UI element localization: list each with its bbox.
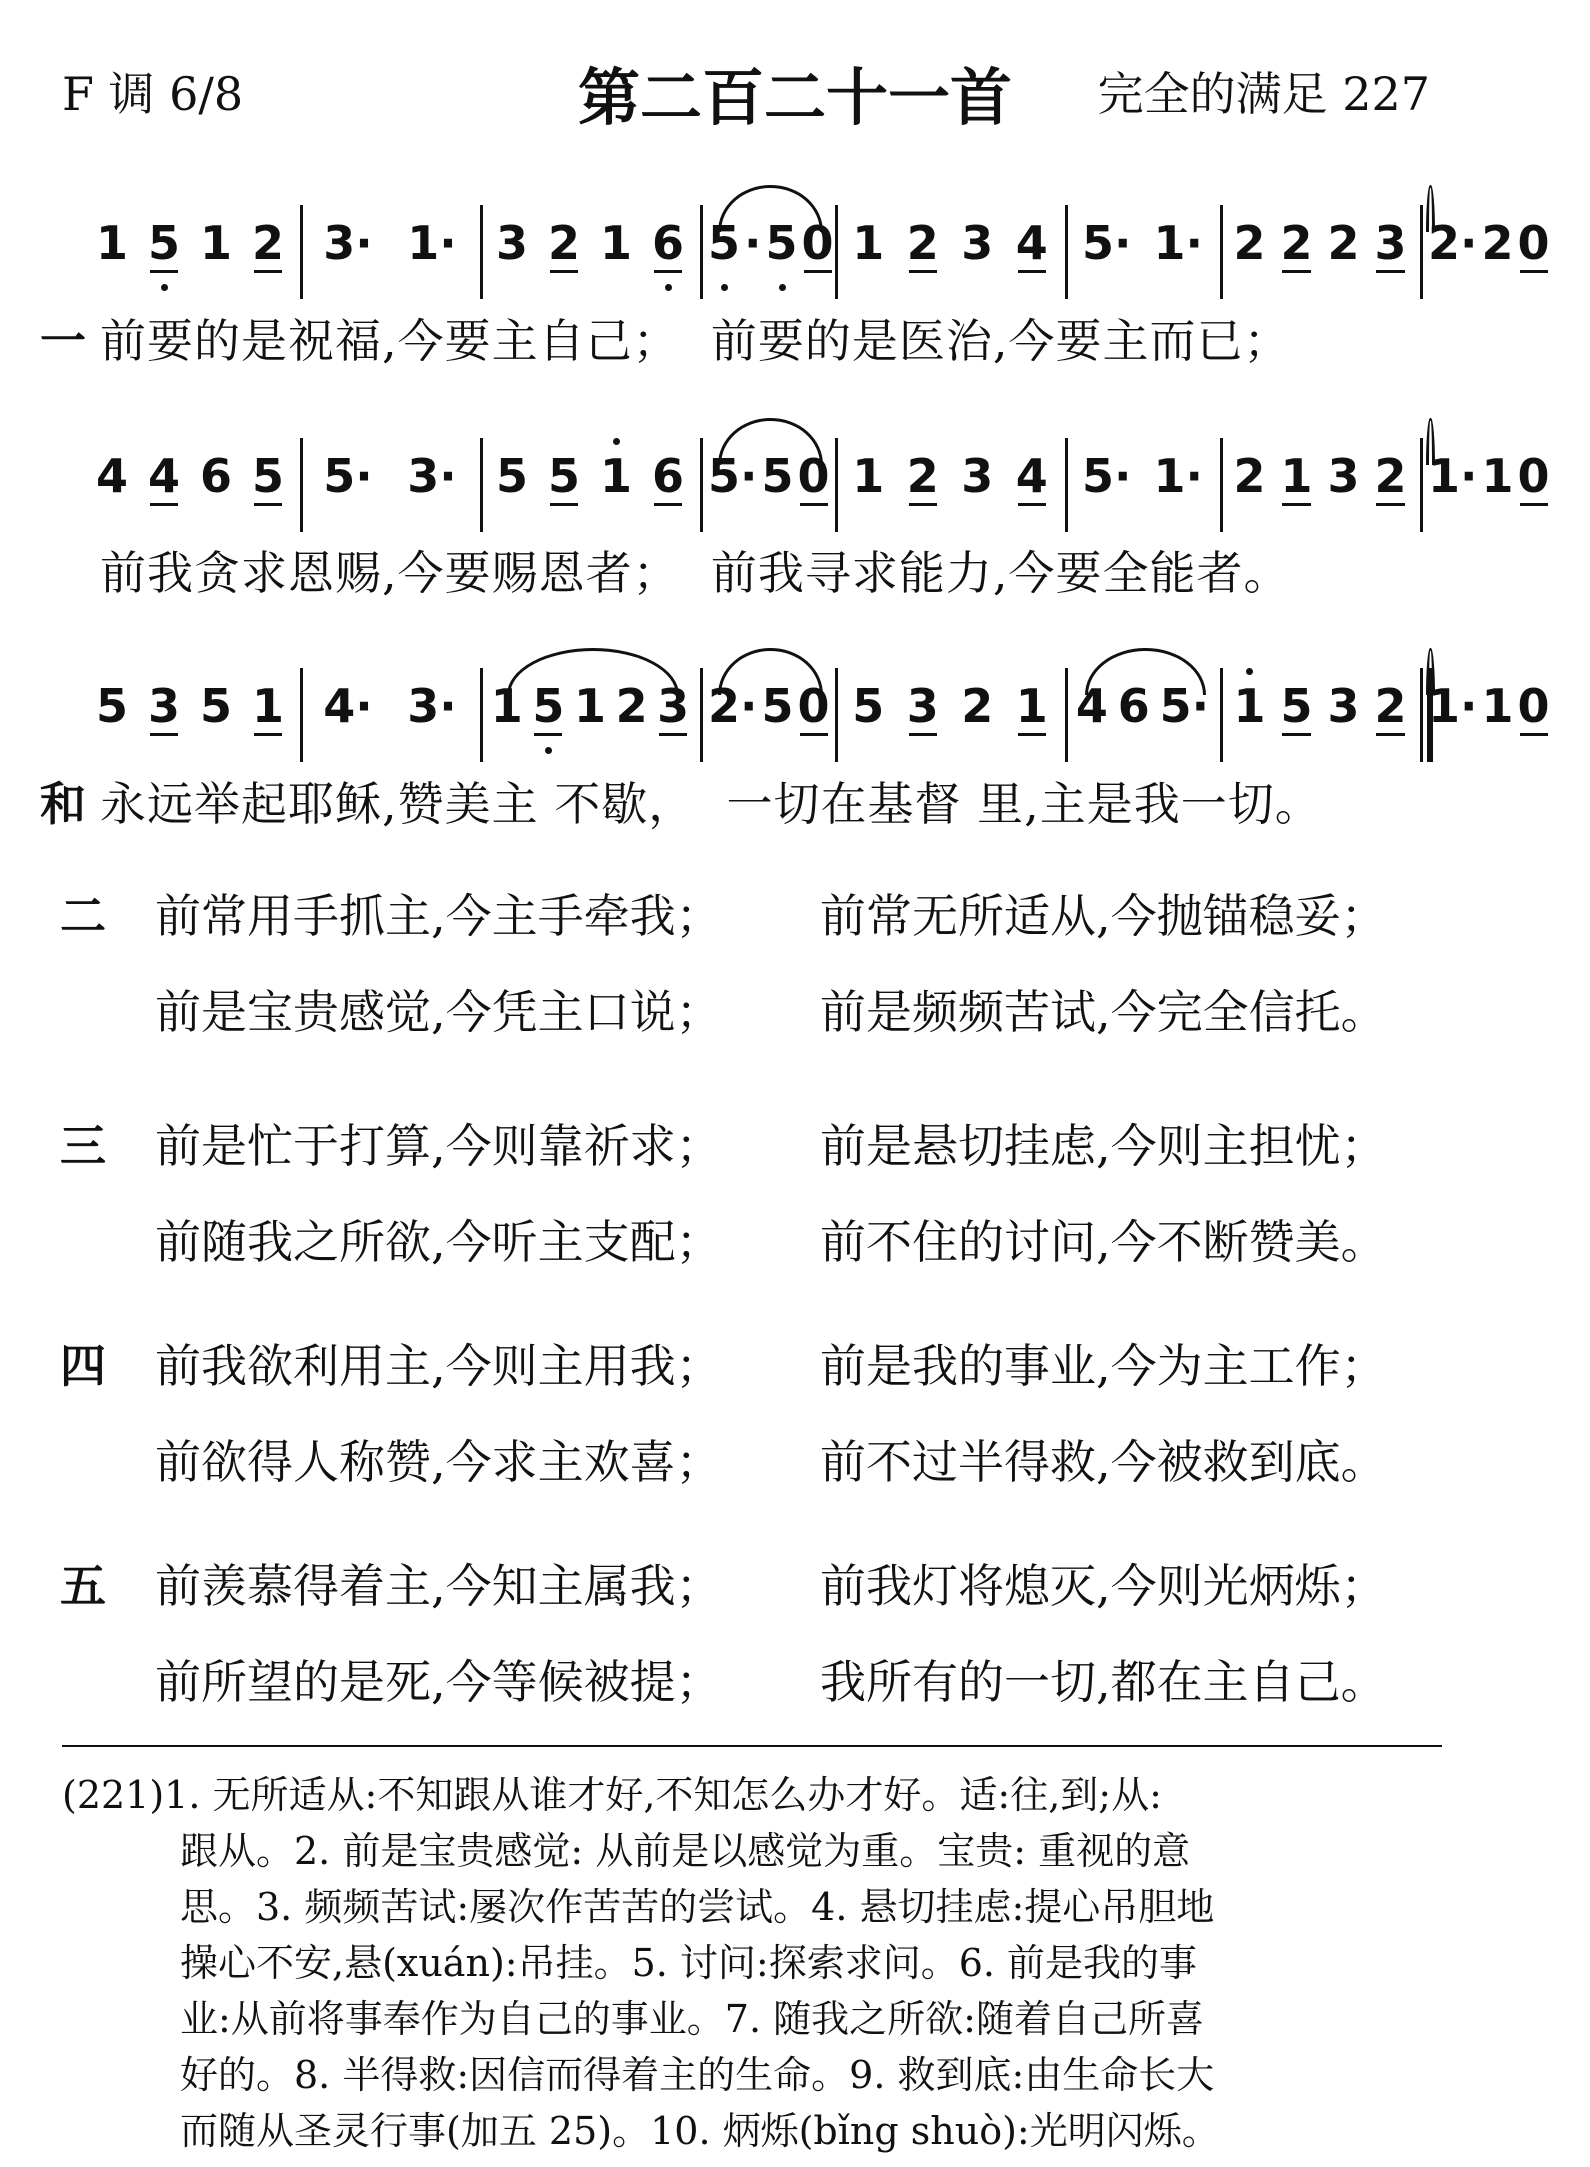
- note: 5: [532, 679, 565, 733]
- note: 3·: [407, 449, 457, 503]
- note: 5: [147, 216, 180, 270]
- note: 2: [1374, 679, 1407, 733]
- measure: [86, 217, 294, 287]
- measure: [841, 450, 1059, 520]
- note: 2: [961, 679, 994, 733]
- verse-line: 前常用手抓主,今主手牵我；: [155, 889, 722, 943]
- footnote-line: 跟从。2. 前是宝贵感觉: 从前是以感觉为重。宝贵: 重视的意: [180, 1829, 1191, 1873]
- note: 1: [199, 216, 232, 270]
- measure: [1426, 449, 1550, 520]
- lyrics-line: 前要的是祝福,今要主自己； 前要的是医治,今要主而已；: [100, 314, 1291, 368]
- note: 4: [147, 449, 180, 503]
- barline: [700, 438, 703, 532]
- measure: [306, 450, 474, 520]
- verse-line: 我所有的一切,都在主自己。: [820, 1655, 1387, 1709]
- note: 2: [906, 216, 939, 270]
- note: 5: [495, 449, 528, 503]
- page-title: 第二百二十一首: [577, 61, 1012, 134]
- note: 1: [1481, 449, 1514, 503]
- note: 3: [961, 216, 994, 270]
- note: 2: [1280, 216, 1313, 270]
- barline: [1220, 668, 1223, 762]
- note: 1·: [407, 216, 457, 270]
- barline: [480, 205, 483, 299]
- barline: [300, 668, 303, 762]
- footnote-line: (221)1. 无所适从:不知跟从谁才好,不知怎么办才好。适:往,到;从:: [62, 1773, 1162, 1817]
- note: 5: [547, 449, 580, 503]
- note: 0: [797, 449, 830, 503]
- verse-line: 前随我之所欲,今听主支配；: [155, 1215, 722, 1269]
- note: 4·: [323, 679, 373, 733]
- barline: [1220, 438, 1223, 532]
- measure: [1071, 450, 1214, 520]
- note: 5: [852, 679, 885, 733]
- measure: [841, 217, 1059, 287]
- note: 5: [761, 679, 794, 733]
- barline: [480, 668, 483, 762]
- barline: [700, 205, 703, 299]
- note: 2·: [708, 679, 758, 733]
- measure: [1226, 217, 1414, 287]
- note: 3: [906, 679, 939, 733]
- note: 1: [852, 216, 885, 270]
- staff: [80, 438, 1550, 538]
- note: 2: [1481, 216, 1514, 270]
- measure: [706, 216, 834, 287]
- note: 3: [495, 216, 528, 270]
- verse-line: 前欲得人称赞,今求主欢喜；: [155, 1435, 722, 1489]
- note: 3: [147, 679, 180, 733]
- barline: [1420, 438, 1423, 532]
- note: 5·: [708, 449, 758, 503]
- note: 5·: [1082, 449, 1132, 503]
- note: 1: [251, 679, 284, 733]
- verse-label: 和: [40, 777, 86, 831]
- note: 3: [657, 679, 690, 733]
- verse-line: 前所望的是死,今等候被提；: [155, 1655, 722, 1709]
- barline: [1065, 205, 1068, 299]
- note: 2: [1374, 449, 1407, 503]
- measure: [706, 450, 829, 520]
- verse-line: 前是频频苦试,今完全信托。: [820, 985, 1387, 1039]
- note: 3: [961, 449, 994, 503]
- key-signature: F 调 6/8: [62, 67, 244, 121]
- barline: [1220, 205, 1223, 299]
- verse-line: 前是忙于打算,今则靠祈求；: [155, 1119, 722, 1173]
- note: 4: [95, 449, 128, 503]
- barline: [1065, 438, 1068, 532]
- note: 1: [1481, 679, 1514, 733]
- lyrics-line: 永远举起耶稣,赞美主 不歇， 一切在基督 里,主是我一切。: [100, 777, 1322, 831]
- note: 5: [1280, 679, 1313, 733]
- lyrics-line: 前我贪求恩赐,今要赐恩者； 前我寻求能力,今要全能者。: [100, 546, 1291, 600]
- barline: [835, 438, 838, 532]
- note: 2: [615, 679, 648, 733]
- note: 1: [573, 679, 606, 733]
- note: 5: [708, 216, 741, 270]
- footnote-line: 思。3. 频频苦试:屡次作苦苦的尝试。4. 悬切挂虑:提心吊胆地: [180, 1885, 1215, 1929]
- measure: [1226, 450, 1414, 520]
- note: 3·: [323, 216, 373, 270]
- note: 1: [1015, 679, 1048, 733]
- measure: [841, 680, 1059, 750]
- note: 1: [1280, 449, 1313, 503]
- measure: [486, 680, 694, 750]
- verse-line: 前是悬切挂虑,今则主担忧；: [820, 1119, 1387, 1173]
- note: 3: [1374, 216, 1407, 270]
- barline: [835, 668, 838, 762]
- staff: [80, 668, 1550, 768]
- note: 1·: [1153, 449, 1203, 503]
- measure: [486, 217, 694, 287]
- measure: [86, 680, 294, 750]
- barline: [700, 668, 703, 762]
- note: 6: [651, 449, 684, 503]
- barline: [1420, 205, 1423, 299]
- verse-line: 前常无所适从,今抛锚稳妥；: [820, 889, 1387, 943]
- note: 3·: [407, 679, 457, 733]
- note: 4: [1015, 449, 1048, 503]
- note: 1·: [1428, 449, 1478, 503]
- footnote-line: 操心不安,悬(xuán):吊挂。5. 讨问:探索求问。6. 前是我的事: [180, 1941, 1198, 1985]
- note: 4: [1075, 679, 1108, 733]
- verse-line: 前是宝贵感觉,今凭主口说；: [155, 985, 722, 1039]
- verse-label: 三: [60, 1119, 106, 1173]
- verse-line: 前不过半得救,今被救到底。: [820, 1435, 1387, 1489]
- verse-label: 五: [60, 1559, 106, 1613]
- note: 1: [490, 679, 523, 733]
- hymn-name: 完全的满足 227: [1097, 67, 1430, 121]
- note: 6: [199, 449, 232, 503]
- measure: [306, 217, 474, 287]
- divider: [62, 1745, 1442, 1747]
- verse-label: 二: [60, 889, 106, 943]
- note: 1: [599, 449, 632, 503]
- note: 5·: [1082, 216, 1132, 270]
- note: 0: [1517, 216, 1550, 270]
- measure: [1071, 217, 1214, 287]
- note: 4: [1015, 216, 1048, 270]
- staff: [80, 205, 1550, 305]
- measure: [1426, 216, 1550, 287]
- measure: [486, 450, 694, 520]
- verse-line: 前是我的事业,今为主工作；: [820, 1339, 1387, 1393]
- note: 0: [1517, 679, 1550, 733]
- note: 2: [1233, 216, 1266, 270]
- footnote-line: 好的。8. 半得救:因信而得着主的生命。9. 救到底:由生命长大: [180, 2053, 1215, 2097]
- note: ·: [744, 216, 762, 270]
- note: 5: [199, 679, 232, 733]
- barline: [480, 438, 483, 532]
- note: 1: [1233, 679, 1266, 733]
- measure: [306, 680, 474, 750]
- note: 2: [251, 216, 284, 270]
- note: 5: [95, 679, 128, 733]
- note: 5: [761, 449, 794, 503]
- note: 5·: [1159, 679, 1210, 733]
- footnote-line: 而随从圣灵行事(加五 25)。10. 炳烁(bǐng shuò):光明闪烁。: [180, 2109, 1220, 2153]
- note: 1: [95, 216, 128, 270]
- note: 1: [852, 449, 885, 503]
- note: 2: [1233, 449, 1266, 503]
- verse-line: 前不住的讨问,今不断赞美。: [820, 1215, 1387, 1269]
- footnote-line: 业:从前将事奉作为自己的事业。7. 随我之所欲:随着自己所喜: [180, 1997, 1204, 2041]
- note: 3: [1327, 449, 1360, 503]
- note: 3: [1327, 679, 1360, 733]
- note: 5: [251, 449, 284, 503]
- note: 0: [801, 216, 834, 270]
- note: 2: [1327, 216, 1360, 270]
- note: 1: [599, 216, 632, 270]
- barline: [300, 438, 303, 532]
- note: 6: [1117, 679, 1150, 733]
- measure: [86, 450, 294, 520]
- barline: [300, 205, 303, 299]
- verse-line: 前羡慕得着主,今知主属我；: [155, 1559, 722, 1613]
- measure: [706, 680, 829, 750]
- note: 2·: [1428, 216, 1478, 270]
- barline: [1420, 668, 1423, 762]
- verse-label: 一: [40, 314, 86, 368]
- note: 2: [547, 216, 580, 270]
- measure: [1071, 680, 1214, 750]
- verse-label: 四: [60, 1339, 106, 1393]
- verse-line: 前我欲利用主,今则主用我；: [155, 1339, 722, 1393]
- note: 5·: [323, 449, 373, 503]
- note: 1·: [1153, 216, 1203, 270]
- note: 6: [651, 216, 684, 270]
- note: 0: [797, 679, 830, 733]
- verse-line: 前我灯将熄灭,今则光炳烁；: [820, 1559, 1387, 1613]
- note: 0: [1517, 449, 1550, 503]
- note: 1·: [1428, 679, 1478, 733]
- measure: [1426, 679, 1550, 750]
- note: 5: [765, 216, 798, 270]
- barline: [1065, 668, 1068, 762]
- measure: [1226, 680, 1414, 750]
- note: 2: [906, 449, 939, 503]
